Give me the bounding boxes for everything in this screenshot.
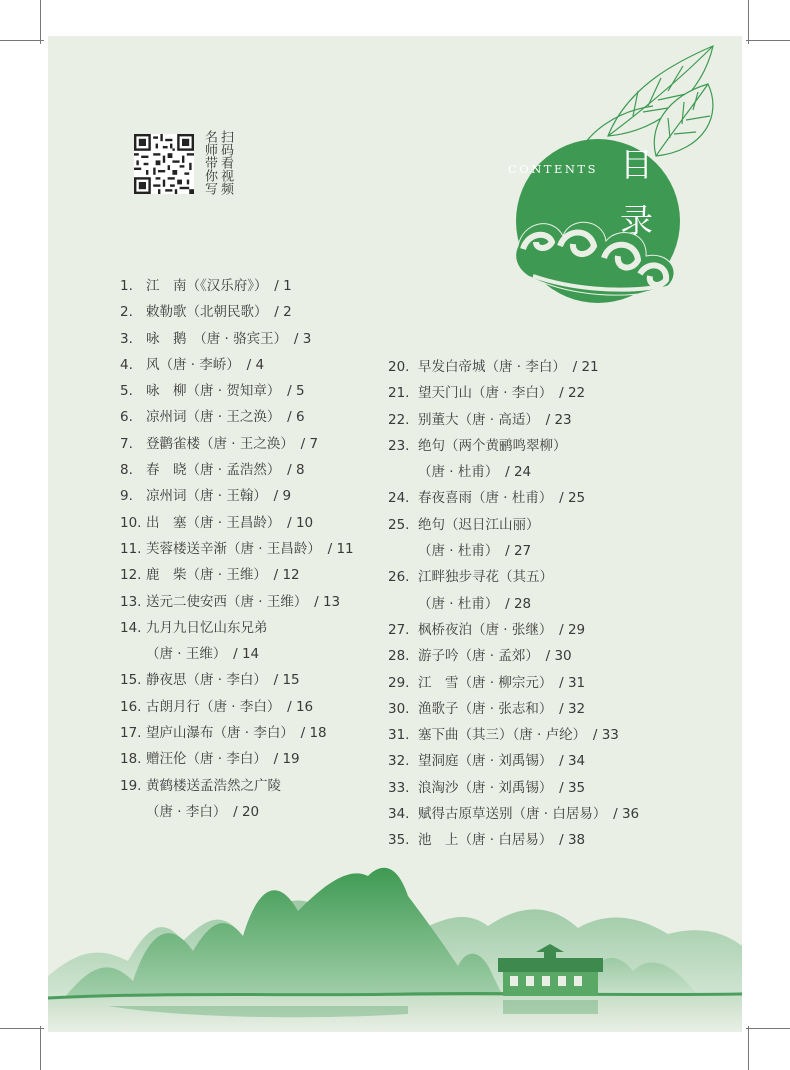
toc-entry-text: 咏 柳（唐 · 贺知章） / 5 [146, 383, 305, 400]
toc-entry[interactable] [388, 485, 718, 511]
toc-entry[interactable] [388, 696, 718, 722]
toc-entry-text: 江 南（《汉乐府》） / 1 [146, 278, 292, 294]
toc-entry-text: 赋得古原草送别（唐 · 白居易） / 36 [418, 806, 640, 823]
toc-entry-number: 12. [120, 567, 142, 584]
toc-entry-number: 11. [120, 540, 142, 557]
toc-entry-number: 7. [120, 435, 133, 452]
toc-entry-number: 32. [388, 753, 410, 770]
toc-entry[interactable] [120, 431, 420, 457]
toc-entry[interactable] [388, 459, 718, 485]
toc-entry[interactable] [388, 564, 718, 590]
toc-entry[interactable] [388, 380, 718, 406]
toc-entry-text: 江 雪（唐 · 柳宗元） / 31 [418, 674, 586, 691]
toc-entry-number: 35. [388, 832, 410, 849]
toc-entry[interactable] [388, 538, 718, 564]
toc-entry-number [388, 591, 418, 617]
toc-entry[interactable] [120, 352, 420, 378]
toc-entry-text: 咏 鹅 （唐 · 骆宾王） / 3 [146, 330, 312, 347]
toc-entry-text: （唐 · 杜甫） / 24 [418, 464, 532, 481]
toc-entry-number [388, 459, 418, 485]
toc-entry[interactable] [120, 536, 420, 562]
toc-entry[interactable] [388, 407, 718, 433]
toc-entry-text: 赠汪伦（唐 · 李白） / 19 [146, 751, 300, 768]
toc-entry[interactable] [120, 773, 420, 799]
toc-entry-text: 春夜喜雨（唐 · 杜甫） / 25 [418, 490, 586, 507]
toc-entry-number: 19. [120, 777, 142, 794]
toc-entry-text: 静夜思（唐 · 李白） / 15 [146, 672, 300, 689]
toc-entry-number: 2. [120, 304, 133, 321]
toc-entry-number: 23. [388, 437, 410, 454]
toc-entry[interactable] [120, 641, 420, 667]
landscape-illustration [48, 856, 742, 1032]
contents-page [48, 36, 742, 1032]
toc-entry-number: 30. [388, 700, 410, 717]
toc-entry-text: 早发白帝城（唐 · 李白） / 21 [418, 359, 599, 375]
toc-entry-text: 塞下曲（其三）（唐 · 卢纶） / 33 [418, 727, 619, 744]
toc-entry[interactable] [120, 483, 420, 509]
crop-mark [0, 1028, 44, 1029]
toc-entry[interactable] [388, 643, 718, 669]
toc-entry[interactable] [120, 667, 420, 693]
toc-entry-text: 江畔独步寻花（其五） [418, 569, 553, 586]
toc-entry-number: 24. [388, 490, 410, 507]
toc-entry-text: 风（唐 · 李峤） / 4 [146, 356, 265, 373]
toc-entry-text: （唐 · 杜甫） / 27 [418, 543, 532, 560]
toc-entry-number: 26. [388, 569, 410, 586]
toc-entry-text: 池 上（唐 · 白居易） / 38 [418, 832, 586, 849]
toc-entry-number: 33. [388, 779, 410, 796]
toc-entry-number: 8. [120, 462, 133, 479]
toc-entry[interactable] [388, 775, 718, 801]
toc-entry[interactable] [120, 589, 420, 615]
toc-entry-number: 15. [120, 672, 142, 689]
toc-entry-number: 10. [120, 514, 142, 531]
toc-entry-text: 送元二使安西（唐 · 王维） / 13 [146, 593, 341, 610]
toc-entry-text: 黄鹤楼送孟浩然之广陵 [146, 777, 281, 794]
toc-entry-number [120, 641, 146, 667]
toc-entry-number: 14. [120, 619, 142, 636]
toc-entry[interactable] [120, 326, 420, 352]
toc-entry-number: 25. [388, 516, 410, 533]
toc-entry-number: 16. [120, 698, 142, 715]
toc-entry-text: 浪淘沙（唐 · 刘禹锡） / 35 [418, 779, 586, 796]
toc-entry-text: 渔歌子（唐 · 张志和） / 32 [418, 700, 586, 717]
toc-entry[interactable] [120, 299, 420, 325]
toc-entry[interactable] [120, 694, 420, 720]
toc-entry-text: 春 晓（唐 · 孟浩然） / 8 [146, 462, 305, 479]
toc-entry[interactable] [120, 720, 420, 746]
toc-entry-text: 绝句（两个黄鹂鸣翠柳） [418, 437, 567, 454]
toc-entry-number [388, 538, 418, 564]
toc-entry-text: 敕勒歌（北朝民歌） / 2 [146, 304, 292, 321]
title-char-lu: 录 [620, 201, 653, 240]
toc-entry-number: 21. [388, 385, 410, 402]
toc-entry-number: 5. [120, 383, 133, 400]
toc-left-column [120, 273, 420, 825]
toc-entry[interactable] [120, 510, 420, 536]
toc-entry-text: 鹿 柴（唐 · 王维） / 12 [146, 567, 300, 584]
crop-mark [748, 1026, 749, 1070]
toc-entry-text: 九月九日忆山东兄弟 [146, 619, 268, 636]
toc-entry[interactable] [120, 799, 420, 825]
toc-entry[interactable] [388, 722, 718, 748]
toc-entry-text: 望庐山瀑布（唐 · 李白） / 18 [146, 725, 327, 742]
contents-label: CONTENTS [508, 162, 598, 176]
toc-entry[interactable] [388, 512, 718, 538]
qr-caption-line: 扫码看视频 [218, 130, 233, 195]
crop-mark [0, 40, 44, 41]
toc-entry[interactable] [388, 748, 718, 774]
toc-entry[interactable] [120, 457, 420, 483]
toc-entry-number: 4. [120, 356, 133, 373]
title-char-mu: 目 [620, 145, 653, 184]
toc-entry-number: 34. [388, 806, 410, 823]
toc-entry[interactable] [120, 562, 420, 588]
toc-entry-text: 枫桥夜泊（唐 · 张继） / 29 [418, 621, 586, 638]
toc-entry[interactable] [120, 615, 420, 641]
toc-entry-text: 芙蓉楼送辛渐（唐 · 王昌龄） / 11 [146, 540, 354, 557]
toc-entry-text: 凉州词（唐 · 王之涣） / 6 [146, 409, 305, 426]
toc-entry-text: 望天门山（唐 · 李白） / 22 [418, 385, 586, 402]
toc-entry[interactable] [120, 404, 420, 430]
toc-entry-text: （唐 · 杜甫） / 28 [418, 595, 532, 612]
toc-entry[interactable] [388, 801, 718, 827]
qr-caption-line: 名师带你写 [202, 130, 217, 195]
toc-entry-number: 27. [388, 621, 410, 638]
toc-entry[interactable] [388, 433, 718, 459]
toc-entry-number: 22. [388, 411, 410, 428]
toc-entry[interactable] [120, 378, 420, 404]
toc-entry[interactable] [388, 827, 718, 853]
contents-emblem [478, 36, 728, 316]
toc-entry[interactable] [120, 273, 420, 299]
toc-right-column [388, 354, 718, 854]
toc-entry-number: 18. [120, 751, 142, 768]
toc-entry[interactable] [388, 617, 718, 643]
toc-entry-text: 登鹳雀楼（唐 · 王之涣） / 7 [146, 435, 319, 452]
toc-entry-number: 31. [388, 727, 410, 744]
toc-entry-number: 20. [388, 359, 410, 375]
toc-entry-text: 凉州词（唐 · 王翰） / 9 [146, 488, 292, 505]
qr-caption [202, 130, 232, 195]
toc-entry[interactable] [388, 670, 718, 696]
toc-entry[interactable] [388, 591, 718, 617]
toc-entry-text: 别董大（唐 · 高适） / 23 [418, 411, 572, 428]
toc-entry-number: 29. [388, 674, 410, 691]
toc-entry-text: 绝句（迟日江山丽） [418, 516, 540, 533]
crop-mark [40, 1026, 41, 1070]
toc-entry[interactable] [388, 354, 718, 380]
toc-entry-text: 游子吟（唐 · 孟郊） / 30 [418, 648, 572, 665]
toc-entry-number: 1. [120, 278, 133, 294]
toc-entry-text: 出 塞（唐 · 王昌龄） / 10 [146, 514, 314, 531]
toc-entry-text: （唐 · 李白） / 20 [146, 803, 260, 820]
toc-entry-number: 3. [120, 330, 133, 347]
crop-mark [40, 0, 41, 44]
toc-entry-number: 28. [388, 648, 410, 665]
toc-entry-text: 古朗月行（唐 · 李白） / 16 [146, 698, 314, 715]
toc-entry-number: 6. [120, 409, 133, 426]
toc-entry-number [120, 799, 146, 825]
toc-entry-number: 9. [120, 488, 133, 505]
toc-entry-text: （唐 · 王维） / 14 [146, 646, 260, 663]
crop-mark [746, 40, 790, 41]
crop-mark [746, 1028, 790, 1029]
toc-entry-text: 望洞庭（唐 · 刘禹锡） / 34 [418, 753, 586, 770]
toc-entry[interactable] [120, 746, 420, 772]
toc-entry-number: 17. [120, 725, 142, 742]
toc-entry-number: 13. [120, 593, 142, 610]
crop-mark [748, 0, 749, 44]
qr-code[interactable] [134, 134, 194, 194]
